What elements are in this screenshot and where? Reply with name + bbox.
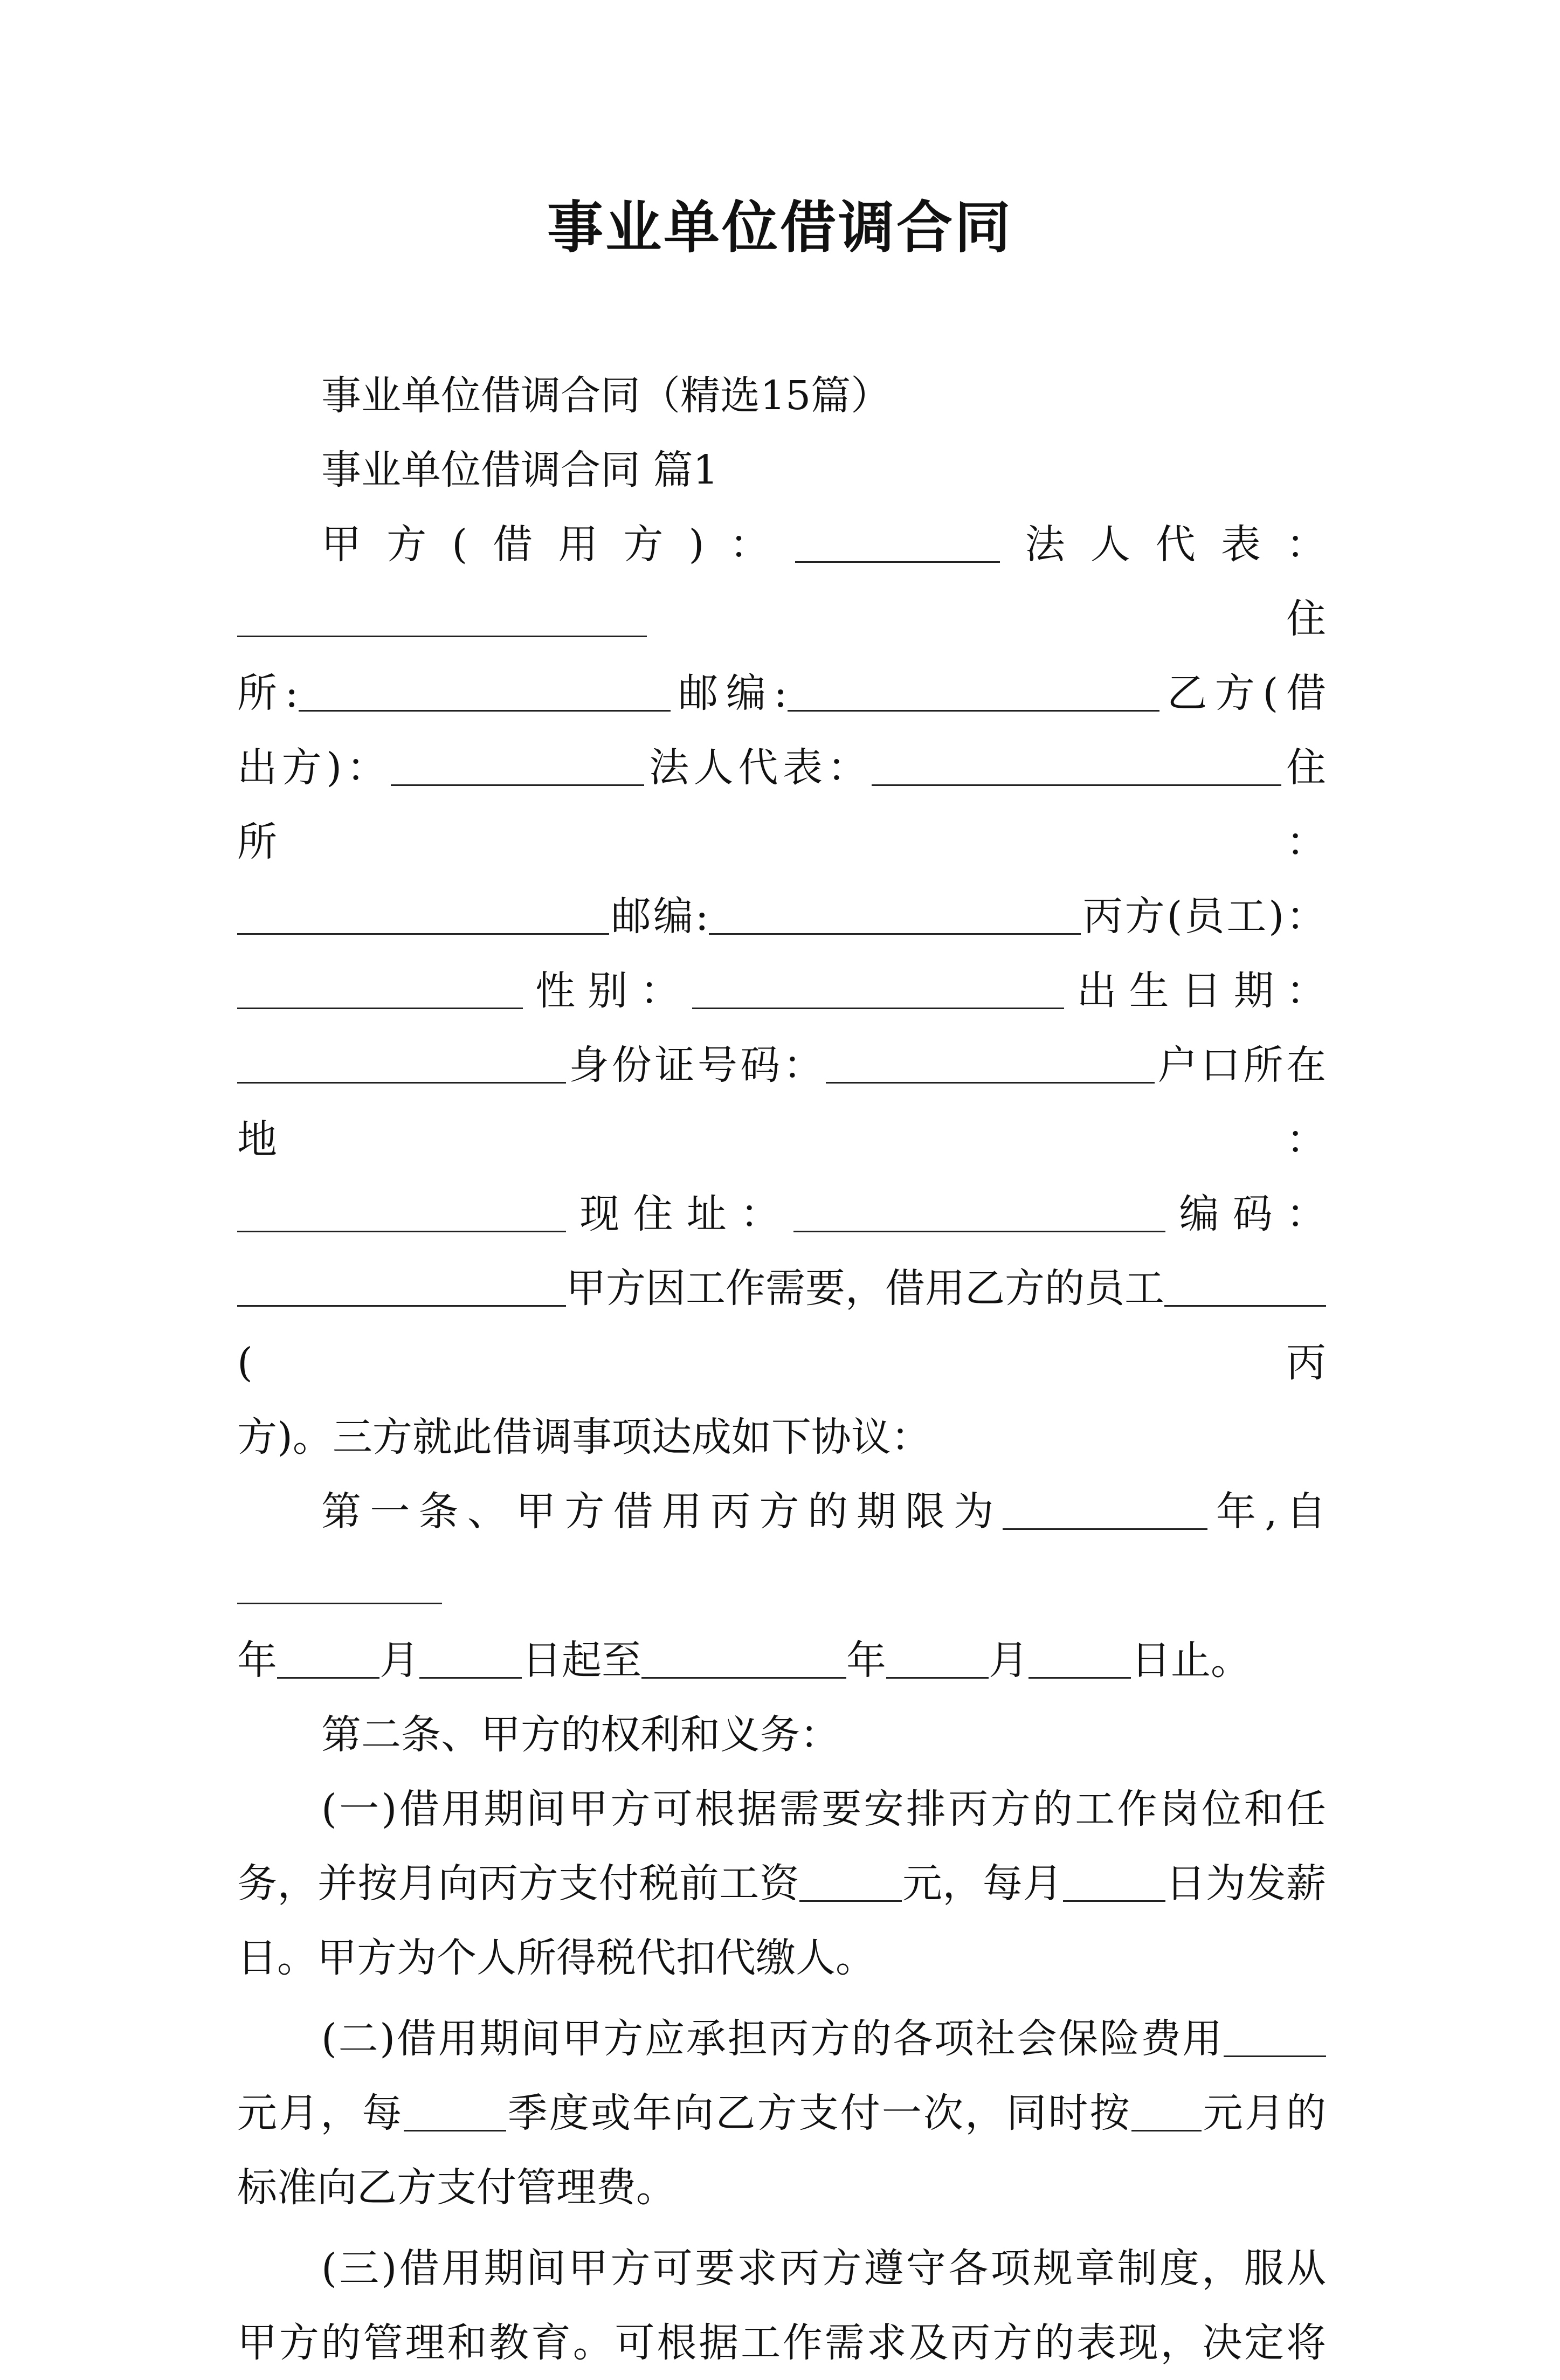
fill-blank <box>237 1195 566 1232</box>
parties-line-1: 甲方(借用方)： 法人代表：住 <box>237 507 1326 656</box>
article-2-2-line-2: 元月，每 季度或年向乙方支付一次，同时按 元月的 <box>237 2090 1327 2136</box>
fill-blank <box>788 674 1159 712</box>
article-2-3-line-2: 甲方的管理和教育。可根据工作需求及丙方的表现，决定将 <box>237 2320 1326 2366</box>
fill-blank <box>795 525 1000 563</box>
heading-collection: 事业单位借调合同（精选15篇） <box>321 372 891 419</box>
parties-line-7: 现住址： 编码： <box>237 1177 1326 1251</box>
fill-blank <box>237 599 647 637</box>
fill-blank <box>1063 1864 1165 1902</box>
document-body <box>237 358 1326 2380</box>
heading-part: 事业单位借调合同 篇1 <box>321 447 719 493</box>
article-2-1-line-2: 务，并按月向丙方支付税前工资 元，每月 日为发薪 <box>237 1860 1327 1907</box>
fill-blank <box>419 1641 522 1679</box>
fill-blank <box>277 1641 379 1679</box>
fill-blank <box>237 1046 566 1084</box>
fill-blank <box>299 674 671 712</box>
parties-line-5: 性别： 出生日期： <box>237 954 1326 1028</box>
article-2-1-line-3: 日。甲方为个人所得税代扣代缴人。 <box>237 1935 875 1981</box>
fill-blank <box>1224 2019 1326 2057</box>
parties-line-9: 方)。三方就此借调事项达成如下协议： <box>237 1414 931 1460</box>
fill-blank <box>793 1195 1165 1232</box>
fill-blank <box>1029 1641 1131 1679</box>
fill-blank <box>237 1269 566 1307</box>
parties-line-3: 出方)： 法人代表： 住所： <box>237 744 1327 865</box>
fill-blank <box>826 1046 1155 1084</box>
fill-blank <box>391 748 644 786</box>
fill-blank <box>1164 1269 1326 1307</box>
fill-blank <box>404 2094 506 2131</box>
article-2-1-line-1: (一)借用期间甲方可根据需要安排丙方的工作岗位和任 <box>321 1786 1326 1832</box>
fill-blank <box>872 748 1281 786</box>
article-2-2-line-3: 标准向乙方支付管理费。 <box>237 2164 676 2211</box>
fill-blank <box>799 1864 902 1902</box>
fill-blank <box>237 971 523 1009</box>
fill-blank <box>709 897 1081 935</box>
article-1-line-1: 第一条、甲方借用丙方的期限为 年,自 <box>237 1474 1326 1623</box>
document-title: 事业单位借调合同 <box>547 194 1013 260</box>
article-1-line-2: 年 月 日起至 年 月 日止。 <box>237 1637 1251 1684</box>
article-2-3-line-1: (三)借用期间甲方可要求丙方遵守各项规章制度，服从 <box>321 2245 1326 2292</box>
fill-blank <box>237 897 609 935</box>
fill-blank <box>237 1567 442 1604</box>
parties-line-8: 甲方因工作需要，借用乙方的员工(丙 <box>237 1265 1326 1386</box>
parties-line-2: 所: 邮编: 乙方(借 <box>237 670 1326 716</box>
fill-blank <box>886 1641 989 1679</box>
parties-line-4: 邮编: 丙方(员工)： <box>237 879 1326 954</box>
article-2-2-line-1: (二)借用期间甲方应承担丙方的各项社会保险费用 <box>237 2002 1326 2076</box>
fill-blank <box>1003 1492 1207 1530</box>
parties-line-6: 身份证号码： 户口所在地： <box>237 1042 1327 1163</box>
fill-blank <box>1131 2094 1202 2131</box>
fill-blank <box>692 971 1064 1009</box>
fill-blank <box>641 1641 846 1679</box>
article-2-heading: 第二条、甲方的权利和义务： <box>321 1712 840 1758</box>
